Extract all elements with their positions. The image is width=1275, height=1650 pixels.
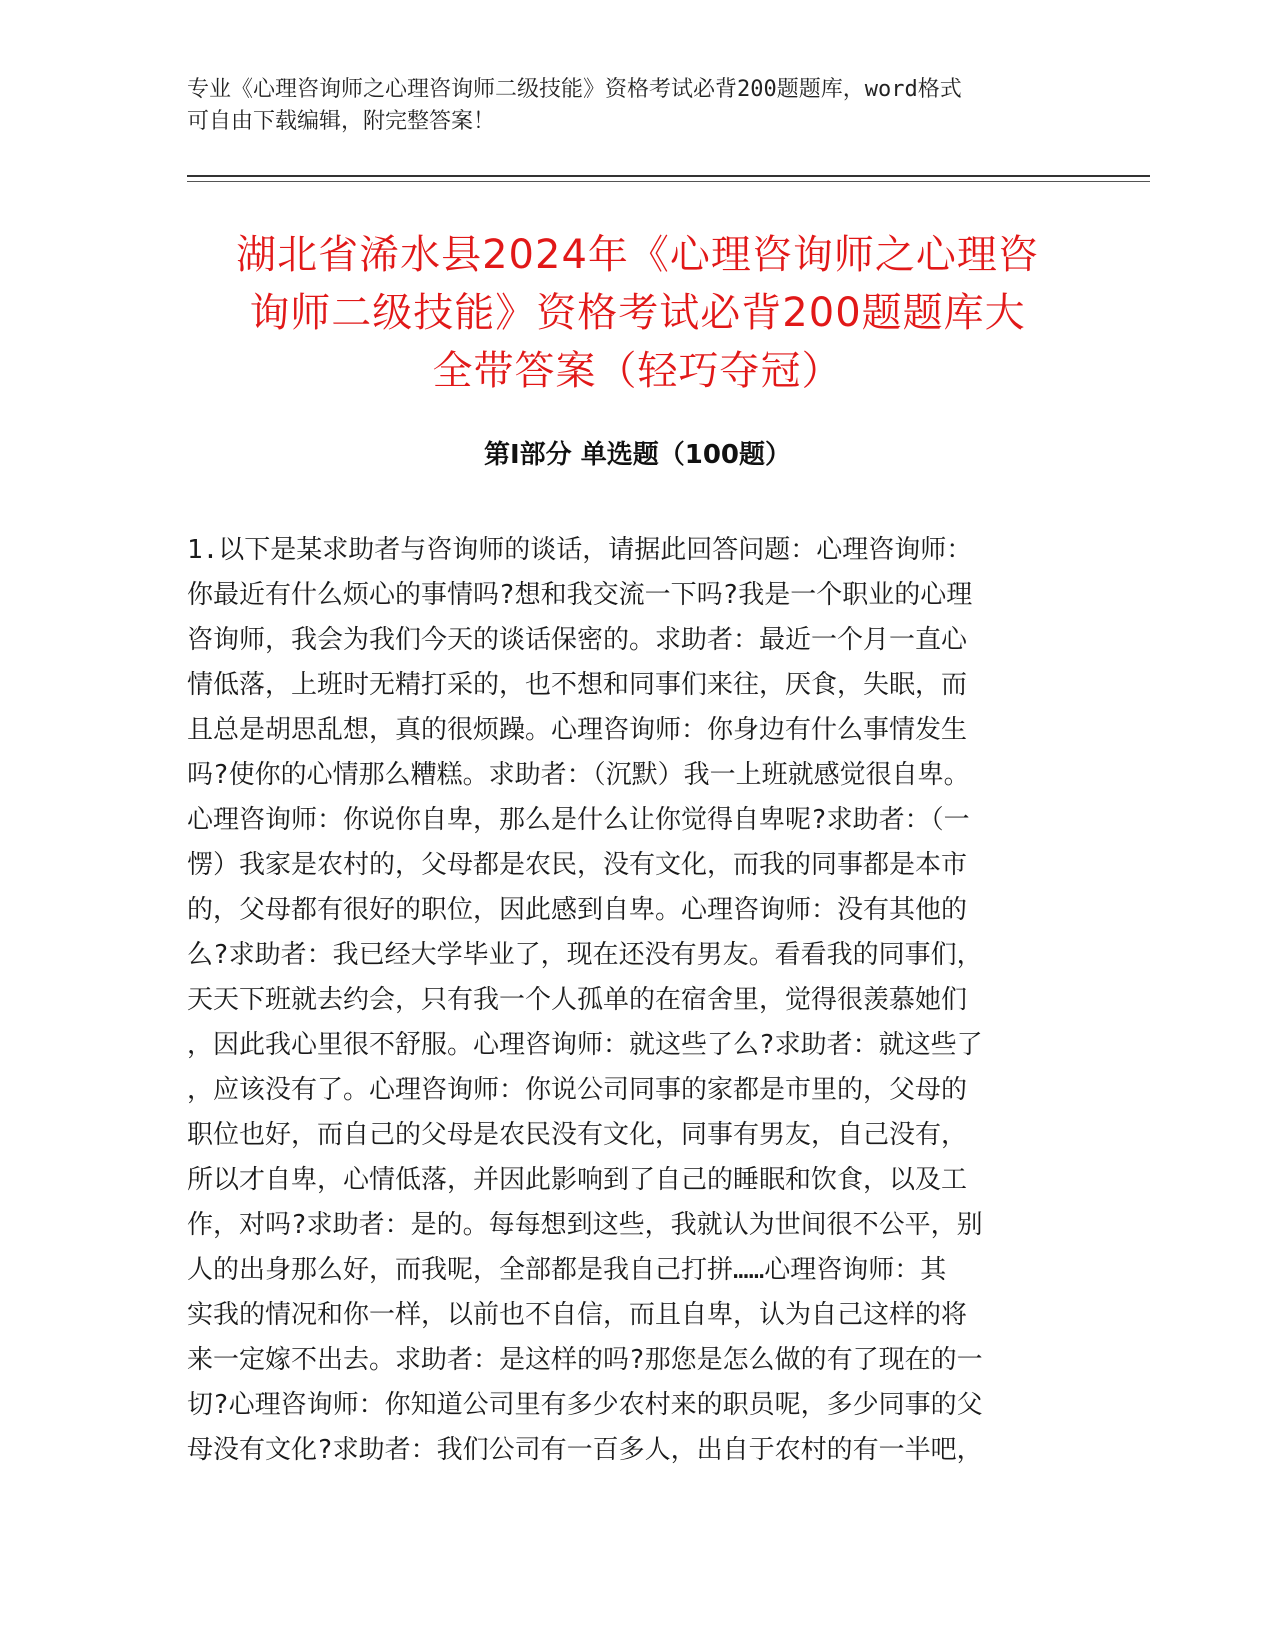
question-line: 心理咨询师：你说你自卑，那么是什么让你觉得自卑呢?求助者：（一 bbox=[187, 805, 970, 835]
header-divider-thick bbox=[187, 175, 1150, 177]
section-heading: 第Ⅰ部分 单选题（100题） bbox=[484, 440, 791, 470]
question-line: 么?求助者：我已经大学毕业了，现在还没有男友。看看我的同事们， bbox=[187, 940, 983, 970]
question-line: ，因此我心里很不舒服。心理咨询师：就这些了么?求助者：就这些了 bbox=[187, 1030, 983, 1060]
header-note-line: 专业《心理咨询师之心理咨询师二级技能》资格考试必背200题题库，word格式 bbox=[187, 77, 962, 102]
question-line: 所以才自卑，心情低落，并因此影响到了自己的睡眠和饮食，以及工 bbox=[187, 1165, 968, 1195]
question-line: 母没有文化?求助者：我们公司有一百多人，出自于农村的有一半吧， bbox=[187, 1435, 983, 1465]
question-line: 吗?使你的心情那么糟糕。求助者：（沉默）我一上班就感觉很自卑。 bbox=[187, 760, 970, 790]
document-title-line: 询师二级技能》资格考试必背200题题库大 bbox=[249, 290, 1026, 336]
question-line: 且总是胡思乱想，真的很烦躁。心理咨询师：你身边有什么事情发生 bbox=[187, 715, 968, 745]
header-note-line: 可自由下载编辑，附完整答案！ bbox=[187, 109, 496, 134]
question-line: 情低落，上班时无精打采的，也不想和同事们来往，厌食，失眠，而 bbox=[187, 670, 968, 700]
question-line: 你最近有什么烦心的事情吗?想和我交流一下吗?我是一个职业的心理 bbox=[187, 580, 973, 610]
question-line: 的，父母都有很好的职位，因此感到自卑。心理咨询师：没有其他的 bbox=[187, 895, 968, 925]
document-title-line: 全带答案（轻巧夺冠） bbox=[432, 348, 843, 394]
question-line: 咨询师，我会为我们今天的谈话保密的。求助者：最近一个月一直心 bbox=[187, 625, 968, 655]
question-line: 实我的情况和你一样，以前也不自信，而且自卑，认为自己这样的将 bbox=[187, 1300, 968, 1330]
header-divider-thin bbox=[187, 181, 1150, 182]
question-line: 愣）我家是农村的，父母都是农民，没有文化，而我的同事都是本市 bbox=[187, 850, 968, 880]
question-line: 来一定嫁不出去。求助者：是这样的吗?那您是怎么做的有了现在的一 bbox=[187, 1345, 983, 1375]
question-line: 作，对吗?求助者：是的。每每想到这些，我就认为世间很不公平，别 bbox=[187, 1210, 983, 1240]
question-line: 天天下班就去约会，只有我一个人孤单的在宿舍里，觉得很羡慕她们 bbox=[187, 985, 968, 1015]
document-title bbox=[150, 226, 1125, 400]
question-line: 1.以下是某求助者与咨询师的谈话，请据此回答问题：心理咨询师： bbox=[187, 535, 973, 565]
question-line: ，应该没有了。心理咨询师：你说公司同事的家都是市里的，父母的 bbox=[187, 1075, 968, 1105]
question-line: 职位也好，而自己的父母是农民没有文化，同事有男友，自己没有， bbox=[187, 1120, 968, 1150]
question-line: 人的出身那么好，而我呢，全部都是我自己打拼……心理咨询师：其 bbox=[187, 1255, 947, 1285]
question-line: 切?心理咨询师：你知道公司里有多少农村来的职员呢，多少同事的父 bbox=[187, 1390, 983, 1420]
header-note bbox=[187, 74, 1067, 138]
question-1-text bbox=[187, 528, 1067, 1473]
document-title-line: 湖北省浠水县2024年《心理咨询师之心理咨 bbox=[236, 232, 1039, 278]
